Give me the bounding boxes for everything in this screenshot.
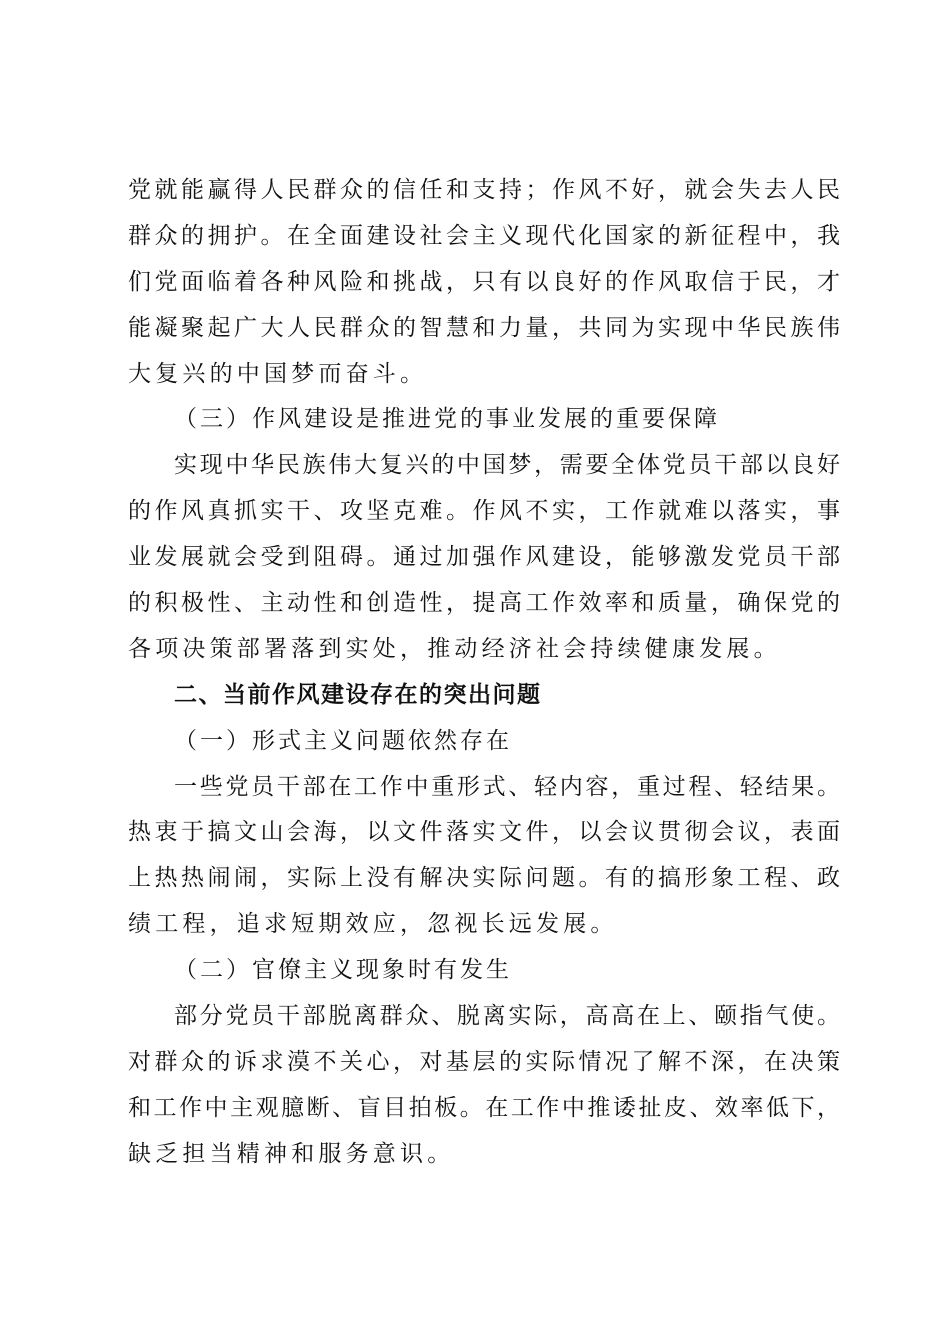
paragraph-line: 的作风真抓实干、攻坚克难。作风不实，工作就难以落实，事 (128, 498, 840, 525)
paragraph-line: 热衷于搞文山会海，以文件落实文件，以会议贯彻会议，表面 (128, 819, 840, 846)
subsection-heading-1: （一）形式主义问题依然存在 (174, 727, 512, 754)
paragraph-line: 实现中华民族伟大复兴的中国梦，需要全体党员干部以良好 (174, 452, 840, 479)
subsection-heading-3: （三）作风建设是推进党的事业发展的重要保障 (174, 406, 720, 433)
paragraph-continuation (128, 168, 840, 397)
paragraph-line: 的积极性、主动性和创造性，提高工作效率和质量，确保党的 (128, 590, 840, 617)
paragraph-line: 群众的拥护。在全面建设社会主义现代化国家的新征程中，我 (128, 222, 840, 249)
paragraph-line: 和工作中主观臆断、盲目拍板。在工作中推诿扯皮、效率低下， (128, 1094, 840, 1121)
paragraph-line: 缺乏担当精神和服务意识。 (128, 1140, 455, 1167)
paragraph-line: 大复兴的中国梦而奋斗。 (128, 360, 428, 387)
paragraph-line: 绩工程，追求短期效应，忽视长远发展。 (128, 911, 618, 938)
paragraph-line: 党就能赢得人民群众的信任和支持；作风不好，就会失去人民 (128, 177, 840, 203)
document-page (128, 168, 840, 1178)
paragraph-5 (128, 994, 840, 1178)
paragraph-line: 上热热闹闹，实际上没有解决实际问题。有的搞形象工程、政 (128, 865, 840, 892)
paragraph-3 (128, 443, 840, 672)
paragraph-line: 各项决策部署落到实处，推动经济社会持续健康发展。 (128, 635, 781, 662)
paragraph-line: 业发展就会受到阻碍。通过加强作风建设，能够激发党员干部 (128, 544, 840, 571)
section-heading-2: 二、当前作风建设存在的突出问题 (174, 681, 542, 708)
paragraph-line: 能凝聚起广大人民群众的智慧和力量，共同为实现中华民族伟 (128, 314, 840, 341)
paragraph-line: 部分党员干部脱离群众、脱离实际，高高在上、颐指气使。 (174, 1003, 840, 1030)
paragraph-line: 对群众的诉求漠不关心，对基层的实际情况了解不深，在决策 (128, 1048, 840, 1075)
paragraph-line: 一些党员干部在工作中重形式、轻内容，重过程、轻结果。 (174, 773, 840, 800)
paragraph-4 (128, 765, 840, 949)
subsection-heading-2: （二）官僚主义现象时有发生 (174, 957, 512, 984)
paragraph-line: 们党面临着各种风险和挑战，只有以良好的作风取信于民，才 (128, 268, 840, 295)
